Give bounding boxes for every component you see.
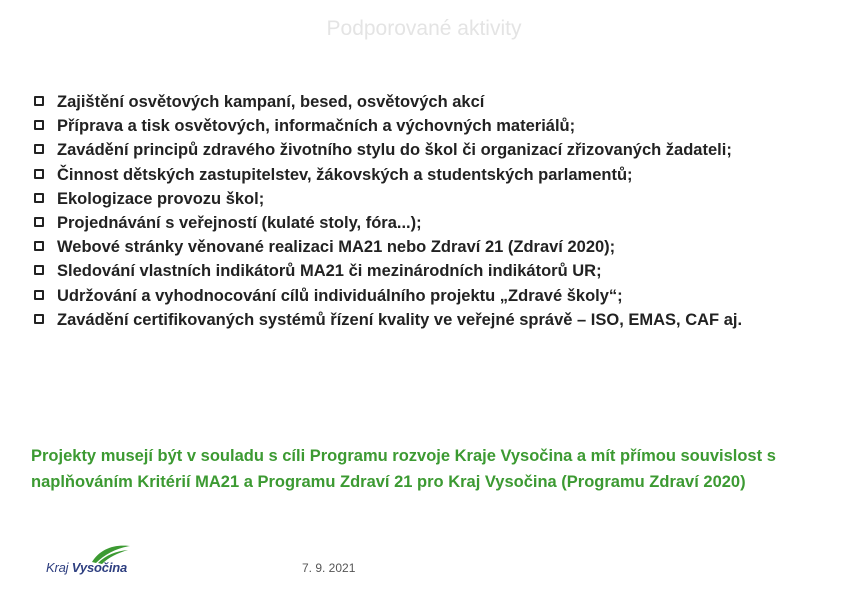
slide-title: Podporované aktivity xyxy=(326,17,522,40)
checkbox-bullet-icon xyxy=(34,217,44,227)
list-item-text: Činnost dětských zastupitelstev, žákovských a studentských parlamentů; xyxy=(57,165,633,184)
list-item-text: Příprava a tisk osvětových, informačních a výchovných materiálů; xyxy=(57,117,576,136)
checkbox-bullet-icon xyxy=(34,144,44,154)
list-item xyxy=(33,308,823,332)
list-item-text: Zajištění osvětových kampaní, besed, osvětových akcí xyxy=(57,93,485,111)
checkbox-bullet-icon xyxy=(34,96,44,106)
kraj-vysocina-logo xyxy=(44,543,144,583)
list-item xyxy=(33,235,823,259)
checkbox-bullet-icon xyxy=(34,265,44,275)
list-item-text: Zavádění principů zdravého životního stylu do škol či organizací zřizovaných žadateli; xyxy=(57,141,732,160)
list-item xyxy=(33,284,823,308)
list-item xyxy=(33,138,823,162)
list-item-text: Zavádění certifikovaných systémů řízení kvality ve veřejné správě – ISO, EMAS, CAF aj. xyxy=(57,310,743,329)
list-item xyxy=(33,211,823,235)
list-item xyxy=(33,163,823,187)
checkbox-bullet-icon xyxy=(34,241,44,251)
activity-list xyxy=(33,90,823,332)
list-item-text: Sledování vlastních indikátorů MA21 či mezinárodních indikátorů UR; xyxy=(57,262,602,281)
list-item xyxy=(33,259,823,283)
checkbox-bullet-icon xyxy=(34,169,44,179)
list-item-text: Webové stránky věnované realizaci MA21 nebo Zdraví 21 (Zdraví 2020); xyxy=(57,238,616,257)
logo-text-kraj: Kraj xyxy=(46,560,69,575)
slide-date: 7. 9. 2021 xyxy=(302,561,356,575)
project-requirement-note: Projekty musejí být v souladu s cíli Programu rozvoje Kraje Vysočina a mít přímou souvislost s naplňováním Kritérií MA21 a Programu Zdraví 21 pro Kraj Vysočina (Programu Zdraví 2020) xyxy=(31,447,776,491)
logo-wordmark xyxy=(46,560,127,575)
checkbox-bullet-icon xyxy=(34,193,44,203)
logo-text-vysocina: Vysočina xyxy=(71,560,127,575)
list-item-text: Ekologizace provozu škol; xyxy=(57,189,265,208)
checkbox-bullet-icon xyxy=(34,314,44,324)
checkbox-bullet-icon xyxy=(34,290,44,300)
checkbox-bullet-icon xyxy=(34,120,44,130)
list-item-text: Projednávání s veřejností (kulaté stoly, fóra...); xyxy=(57,214,422,233)
list-item xyxy=(33,90,823,114)
list-item-text: Udržování a vyhodnocování cílů individuálního projektu „Zdravé školy“; xyxy=(57,286,623,305)
list-item xyxy=(33,187,823,211)
list-item xyxy=(33,114,823,138)
